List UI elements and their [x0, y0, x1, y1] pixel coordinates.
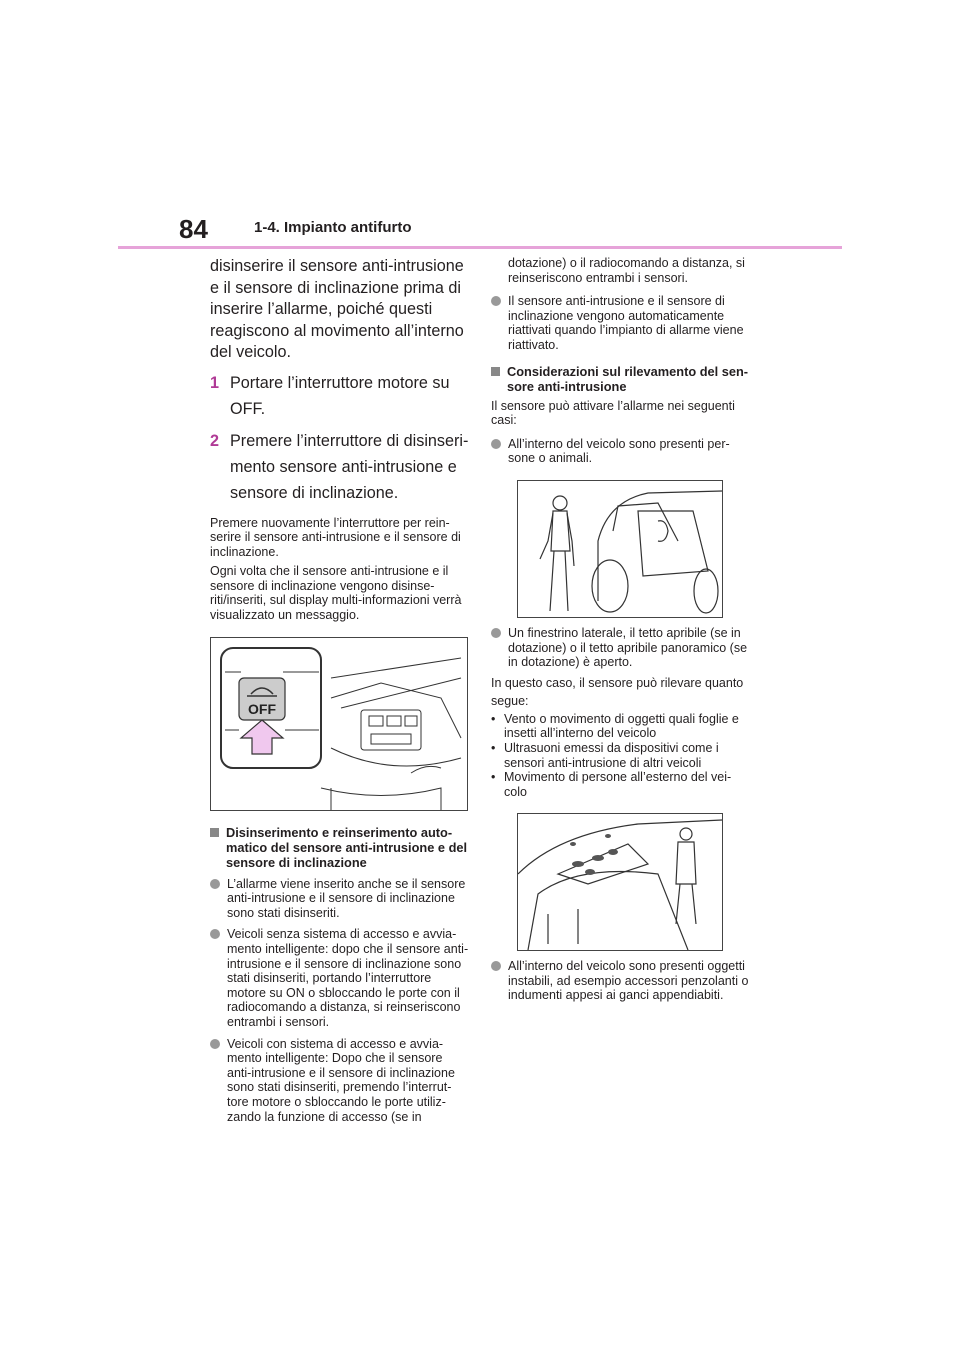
- circle-bullet-icon: [491, 296, 501, 306]
- step-text: Premere l’interruttore di disinseri- mento sensore anti-intrusione e sensore di inclinazione.: [230, 431, 469, 502]
- heading-text: Considerazioni sul rilevamento del sen- sore anti-intrusione: [507, 363, 749, 394]
- bullet-text: All’interno del veicolo sono presenti oggetti instabili, ad esempio accessori penzolanti o indumenti appesi ai ganci appendiabiti.: [508, 959, 749, 1003]
- page-number: 84: [179, 214, 208, 244]
- circle-bullet-icon: [491, 628, 501, 638]
- bullet-text: Il sensore anti-intrusione e il sensore di inclinazione vengono automaticamente riattivati quando l’impianto di allarme viene riattivato.: [508, 294, 744, 352]
- dash-item: • Movimento di persone all’esterno del vei- colo: [491, 770, 755, 799]
- header-rule: [118, 246, 842, 249]
- dash-text: Ultrasuoni emessi da dispositivi come i sensori anti-intrusione di altri veicoli: [504, 740, 719, 770]
- step-2: [210, 428, 470, 506]
- bullet-item: [210, 927, 470, 1029]
- dash-text: Vento o movimento di oggetti quali foglie e insetti all’interno del veicolo: [504, 711, 739, 741]
- bullet-item: [491, 294, 755, 352]
- dash-item: • Ultrasuoni emessi da dispositivi come i sensori anti-intrusione di altri veicoli: [491, 741, 755, 770]
- switch-figure: [210, 637, 468, 811]
- square-bullet-icon: [210, 828, 219, 837]
- bullet-text: Un finestrino laterale, il tetto apribile (se in dotazione) o il tetto apribile panoramico (se in dotazione) è aperto.: [508, 625, 748, 670]
- note-reinsert: Premere nuovamente l’interruttore per rein- serire il sensore anti-intrusione e il sensore di inclinazione.: [210, 515, 461, 559]
- sunroof-figure: [517, 813, 723, 951]
- note-message: Ogni volta che il sensore anti-intrusione e il sensore di inclinazione vengono disinse- riti/inseriti, sul display multi-informazioni verrà visualizzato un messaggio.: [210, 564, 462, 623]
- step-1: [210, 370, 470, 422]
- circle-bullet-icon: [210, 1039, 220, 1049]
- bullet-item: [210, 877, 470, 921]
- section-heading-auto: [210, 825, 470, 870]
- case-line-2: segue:: [491, 693, 529, 708]
- circle-bullet-icon: [210, 929, 220, 939]
- bullet-item: [210, 1037, 470, 1125]
- people-figure: [517, 480, 723, 618]
- step-number: 2: [210, 431, 220, 450]
- person-and-car-illustration: [518, 481, 722, 617]
- cases-intro: Il sensore può attivare l’allarme nei seguenti casi:: [491, 398, 735, 428]
- right-column: [491, 256, 755, 1003]
- bullet-text: L’allarme viene inserito anche se il sensore anti-intrusione e il sensore di inclinazione sono stati disinseriti.: [227, 876, 466, 920]
- left-column: [210, 256, 470, 1124]
- intro-text: disinserire il sensore anti-intrusione e il sensore di inclinazione prima di inserire l’allarme, poiché questi reagiscono al movimento all’interno del veicolo.: [210, 257, 464, 361]
- dash-text: Movimento di persone all’esterno del vei- colo: [504, 770, 732, 799]
- bullet-text: Veicoli con sistema di accesso e avvia- mento intelligente: Dopo che il sensore anti-intrusione e il sensore di inclinazione sono stati disinseriti, premendo l’interrut- tore motore o sbloccando le porte utiliz- zando la funzione di accesso (se in: [227, 1036, 455, 1124]
- section-title: 1-4. Impianto antifurto: [254, 219, 412, 236]
- overhead-console-illustration: [211, 638, 467, 810]
- circle-bullet-icon: [491, 961, 501, 971]
- heading-text: Disinserimento e reinserimento auto- matico del sensore anti-intrusione e del sensore di inclinazione: [226, 824, 468, 870]
- circle-bullet-icon: [210, 879, 220, 889]
- case-line-1: In questo caso, il sensore può rilevare quanto: [491, 675, 744, 690]
- off-label: OFF: [248, 700, 276, 717]
- bullet-text: All’interno del veicolo sono presenti per- sone o animali.: [508, 436, 730, 466]
- bullet-item: [491, 626, 755, 670]
- section-heading-considerations: [491, 364, 755, 394]
- open-roof-illustration: [518, 814, 722, 950]
- bullet-text: Veicoli senza sistema di accesso e avvia- mento intelligente: dopo che il sensore anti-intrusione e il sensore di inclinazione sono stati disinseriti, portando l’interruttore motore su ON o sbloccando le porte con il radiocomando a distanza, si reinseriscono entrambi i sensori.: [227, 927, 469, 1029]
- continuation-text: dotazione) o il radiocomando a distanza, si reinseriscono entrambi i sensori.: [508, 256, 745, 285]
- square-bullet-icon: [491, 367, 500, 376]
- bullet-item: [491, 437, 755, 466]
- step-number: 1: [210, 373, 220, 392]
- circle-bullet-icon: [491, 439, 501, 449]
- bullet-item: [491, 959, 755, 1003]
- dash-item: • Vento o movimento di oggetti quali foglie e insetti all’interno del veicolo: [491, 712, 755, 741]
- step-text: Portare l’interruttore motore su OFF.: [230, 373, 450, 418]
